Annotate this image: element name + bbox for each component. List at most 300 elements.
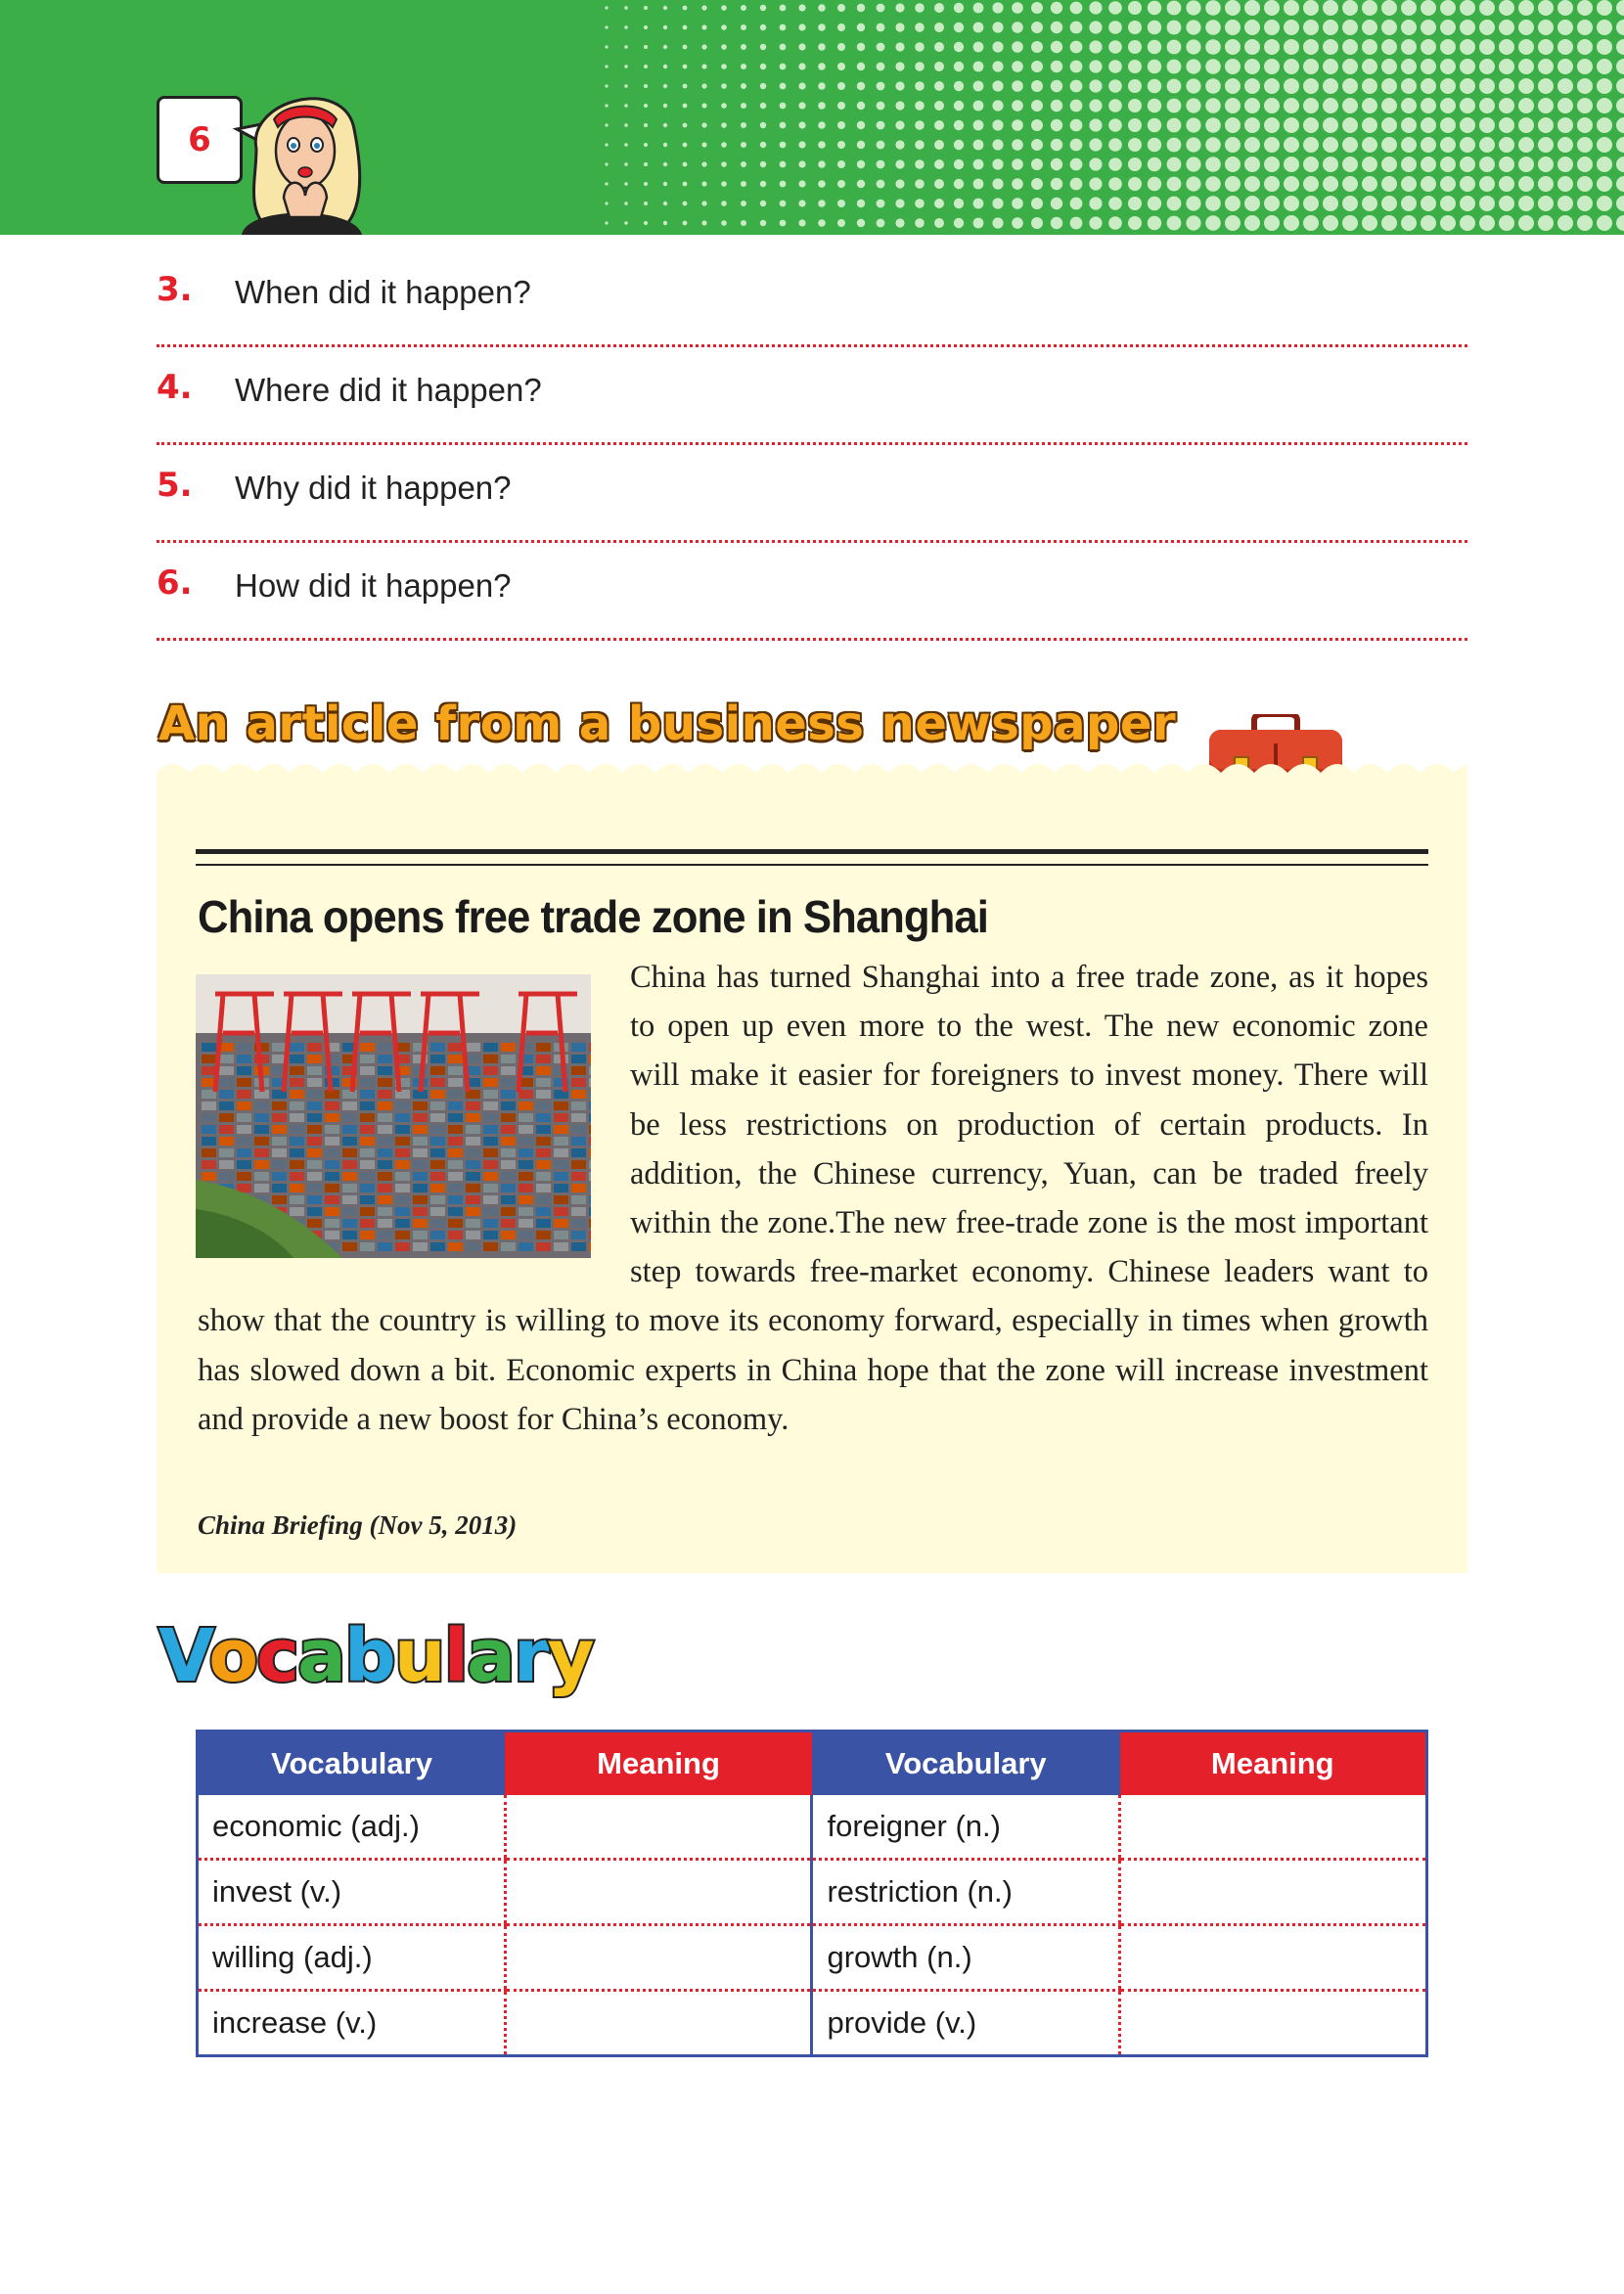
halftone-dot <box>683 202 688 206</box>
halftone-dot <box>837 4 845 12</box>
halftone-dot <box>1244 78 1260 94</box>
halftone-dot <box>1012 198 1023 209</box>
table-row <box>198 1925 1427 1991</box>
halftone-dot <box>1108 118 1122 132</box>
halftone-dot <box>1205 196 1221 211</box>
halftone-dot <box>992 119 1003 130</box>
halftone-dot <box>741 64 746 69</box>
halftone-dot <box>1597 78 1612 94</box>
halftone-dot <box>818 219 826 227</box>
halftone-dot <box>1051 80 1062 92</box>
halftone-dot <box>915 159 925 169</box>
halftone-dot <box>1128 197 1142 210</box>
svg-text:Vocabulary <box>158 1614 593 1698</box>
halftone-dot <box>605 202 608 204</box>
halftone-dot <box>1421 59 1436 74</box>
heading-letter: u <box>393 1614 444 1698</box>
halftone-dot <box>1342 20 1358 35</box>
halftone-dot <box>624 143 628 147</box>
answer-line[interactable] <box>157 540 1467 543</box>
halftone-dot <box>798 43 805 50</box>
halftone-dot <box>1577 20 1593 35</box>
halftone-dot <box>1381 0 1397 16</box>
halftone-dot <box>973 120 984 131</box>
halftone-dot <box>663 6 667 10</box>
halftone-dot <box>1031 217 1043 229</box>
halftone-dot <box>1597 157 1612 172</box>
halftone-dot <box>1362 176 1377 192</box>
halftone-dot <box>1616 137 1624 153</box>
halftone-dot <box>798 23 805 30</box>
halftone-dot <box>1051 100 1062 112</box>
halftone-dot <box>798 121 805 128</box>
halftone-dot <box>1031 41 1043 53</box>
question-number: 4. <box>157 368 193 407</box>
question-text: When did it happen? <box>235 274 531 310</box>
halftone-dot <box>1381 78 1397 94</box>
halftone-dot <box>1264 137 1280 153</box>
halftone-dot <box>1499 157 1514 172</box>
meaning-cell[interactable] <box>505 1860 812 1925</box>
halftone-dot <box>1128 216 1142 230</box>
halftone-dot <box>798 82 805 89</box>
halftone-dot <box>1303 98 1319 113</box>
halftone-dot <box>857 160 865 168</box>
halftone-dot <box>1205 0 1221 16</box>
halftone-dot <box>818 4 826 12</box>
halftone-dot <box>1031 2 1043 14</box>
halftone-dot <box>1070 2 1083 15</box>
halftone-dot <box>1186 39 1200 54</box>
halftone-dot <box>1167 60 1182 74</box>
halftone-dot <box>1167 21 1182 35</box>
halftone-dot <box>1108 21 1122 34</box>
halftone-dot <box>1381 137 1397 153</box>
halftone-dot <box>605 45 608 48</box>
halftone-dot <box>1031 139 1043 151</box>
vocab-word: foreigner (n.) <box>812 1795 1120 1860</box>
halftone-dot <box>701 5 706 10</box>
halftone-dot <box>1577 196 1593 211</box>
halftone-dot <box>877 102 885 111</box>
halftone-dot <box>1597 39 1612 55</box>
halftone-dot <box>1362 39 1377 55</box>
halftone-dot <box>644 6 648 10</box>
halftone-dot <box>1421 98 1436 113</box>
halftone-dot <box>1381 117 1397 133</box>
halftone-dot <box>1479 78 1495 94</box>
halftone-dot <box>1244 39 1260 55</box>
halftone-dot <box>1460 20 1475 35</box>
halftone-dot <box>1440 59 1456 74</box>
halftone-dot <box>624 6 628 10</box>
halftone-dot <box>1499 59 1514 74</box>
halftone-dot <box>1031 61 1043 72</box>
masthead-rule <box>196 849 1428 866</box>
halftone-dot <box>780 181 787 188</box>
halftone-dot <box>1244 157 1260 172</box>
halftone-dot <box>780 5 787 12</box>
halftone-dot <box>1499 20 1514 35</box>
heading-letter: a <box>296 1614 344 1698</box>
halftone-dot <box>1303 137 1319 153</box>
halftone-dot <box>780 44 787 51</box>
halftone-dot <box>1518 176 1534 192</box>
halftone-dot <box>1264 39 1280 55</box>
halftone-dot <box>857 63 865 70</box>
halftone-dot <box>818 121 826 129</box>
meaning-cell[interactable] <box>1120 1795 1427 1860</box>
halftone-dot <box>1381 215 1397 231</box>
vocab-word: willing (adj.) <box>198 1925 506 1991</box>
halftone-dot <box>1381 176 1397 192</box>
halftone-dot <box>837 219 845 227</box>
halftone-dot <box>741 83 746 89</box>
halftone-dot <box>992 2 1003 13</box>
halftone-dot <box>1205 78 1221 94</box>
halftone-dot <box>1012 217 1023 229</box>
halftone-dot <box>721 83 727 89</box>
halftone-dot <box>1167 157 1182 172</box>
page-number: 6 <box>157 96 243 184</box>
halftone-dot <box>1244 176 1260 192</box>
halftone-dot <box>1597 176 1612 192</box>
halftone-dot <box>798 160 805 167</box>
halftone-dot <box>1538 0 1554 16</box>
meaning-cell[interactable] <box>1120 1860 1427 1925</box>
halftone-dot <box>1148 79 1161 93</box>
halftone-dot <box>1303 20 1319 35</box>
halftone-dot <box>1108 60 1122 73</box>
halftone-dot <box>1128 21 1142 34</box>
halftone-dot <box>1264 98 1280 113</box>
halftone-dot <box>1342 0 1358 16</box>
halftone-dot <box>605 143 608 146</box>
halftone-dot <box>780 122 787 129</box>
halftone-dot <box>624 45 628 49</box>
halftone-dot <box>877 141 885 150</box>
halftone-dot <box>683 6 688 11</box>
halftone-dot <box>760 142 766 148</box>
halftone-dot <box>1303 176 1319 192</box>
halftone-dot <box>857 180 865 188</box>
halftone-dot <box>1342 98 1358 113</box>
halftone-dot <box>701 201 706 205</box>
halftone-dot <box>1421 20 1436 35</box>
halftone-dot <box>683 45 688 50</box>
halftone-dot <box>760 64 766 69</box>
halftone-dot <box>992 41 1003 52</box>
halftone-dot <box>663 143 667 147</box>
table-row <box>198 1860 1427 1925</box>
halftone-dot <box>780 161 787 168</box>
halftone-dot <box>1381 20 1397 35</box>
halftone-dot <box>877 82 885 91</box>
halftone-dot <box>1597 0 1612 16</box>
halftone-dot <box>1538 117 1554 133</box>
section-heading: An article from a business newspaper <box>158 697 1177 751</box>
halftone-dot <box>1362 0 1377 16</box>
halftone-dot <box>683 162 688 167</box>
halftone-dot <box>1518 98 1534 113</box>
halftone-dot <box>1597 20 1612 35</box>
halftone-dot <box>973 22 984 33</box>
halftone-dot <box>1421 196 1436 211</box>
answer-line[interactable] <box>157 442 1467 445</box>
halftone-dot <box>1597 98 1612 113</box>
answer-line[interactable] <box>157 344 1467 347</box>
halftone-dot <box>1577 117 1593 133</box>
meaning-cell[interactable] <box>505 1991 812 2056</box>
halftone-dot <box>1167 79 1182 94</box>
halftone-dot <box>1460 176 1475 192</box>
halftone-dot <box>1128 79 1142 93</box>
halftone-dot <box>973 140 984 151</box>
header-band <box>0 0 1624 235</box>
halftone-dot <box>857 200 865 207</box>
halftone-dot <box>1186 196 1200 210</box>
halftone-dot <box>1012 2 1023 14</box>
halftone-dot <box>1070 198 1083 210</box>
halftone-dot <box>915 3 925 13</box>
halftone-dot <box>1479 176 1495 192</box>
halftone-dot <box>721 201 727 206</box>
halftone-dot <box>1264 117 1280 133</box>
article-body-text: China has turned Shanghai into a free trade zone, as it hopes to open up even more to the west. The new economic zone will make it easier for foreigners to invest money. There will be less restrictions on production of certain products. In addition, the Chinese currency, Yuan, can be traded freely within the zone.The new free-trade zone is the most important step towards free-market economy. Chinese leaders want to show that the country is willing to move its economy forward, especially in times when growth has slowed down a bit. Economic experts in China hope that the zone will increase investment and provide a new boost for China’s economy. <box>198 960 1428 1437</box>
halftone-dot <box>1012 61 1023 72</box>
halftone-dot <box>1303 157 1319 172</box>
halftone-dot <box>1440 215 1456 231</box>
halftone-dot <box>1362 137 1377 153</box>
halftone-dot <box>1577 0 1593 16</box>
halftone-dot <box>644 25 648 29</box>
halftone-dot <box>1577 215 1593 231</box>
halftone-dot <box>992 178 1003 189</box>
halftone-dot <box>1128 60 1142 73</box>
halftone-dot <box>1616 20 1624 35</box>
halftone-dot <box>1167 1 1182 16</box>
halftone-dot <box>1070 22 1083 34</box>
halftone-dot <box>1284 39 1299 55</box>
halftone-dot <box>1205 98 1221 113</box>
halftone-dot <box>1616 78 1624 94</box>
halftone-dot <box>837 160 845 168</box>
halftone-dot <box>1225 39 1241 55</box>
question-number: 5. <box>157 466 193 505</box>
table-header-row <box>198 1732 1427 1796</box>
halftone-dot <box>1284 215 1299 231</box>
halftone-dot <box>701 44 706 49</box>
halftone-dot <box>1362 157 1377 172</box>
halftone-dot <box>1108 99 1122 112</box>
halftone-dot <box>1148 99 1161 112</box>
halftone-dot <box>1108 197 1122 210</box>
halftone-dot <box>1128 118 1142 132</box>
woman-mascot-icon <box>227 80 374 235</box>
article-body <box>198 953 1428 1444</box>
halftone-dot <box>741 24 746 30</box>
halftone-dot <box>1557 176 1573 192</box>
halftone-dot <box>973 199 984 209</box>
halftone-dot <box>1342 39 1358 55</box>
halftone-dot <box>1460 0 1475 16</box>
column-header: Vocabulary <box>198 1732 506 1796</box>
halftone-dot <box>895 81 904 90</box>
column-header: Meaning <box>505 1732 812 1796</box>
halftone-dot <box>915 179 925 189</box>
halftone-dot <box>663 45 667 49</box>
halftone-dot <box>1421 137 1436 153</box>
halftone-dot <box>1538 20 1554 35</box>
halftone-dot <box>1421 39 1436 55</box>
halftone-dot <box>1244 20 1260 35</box>
halftone-dot <box>1148 197 1161 210</box>
halftone-dot <box>644 45 648 49</box>
halftone-dot <box>1323 196 1338 211</box>
halftone-dot <box>780 83 787 90</box>
answer-line[interactable] <box>157 638 1467 641</box>
vocab-word: restriction (n.) <box>812 1860 1120 1925</box>
halftone-dot <box>1499 117 1514 133</box>
halftone-dot <box>1244 98 1260 113</box>
halftone-dot <box>1616 0 1624 16</box>
halftone-dot <box>701 181 706 186</box>
halftone-dot <box>1284 59 1299 74</box>
halftone-dot <box>1108 40 1122 54</box>
halftone-dot <box>1362 196 1377 211</box>
article-box <box>157 783 1467 1573</box>
halftone-dot <box>1264 0 1280 16</box>
halftone-dot <box>624 182 628 186</box>
halftone-dot <box>798 4 805 11</box>
halftone-dot <box>1089 21 1102 33</box>
halftone-dot <box>1186 215 1200 230</box>
halftone-dot <box>992 198 1003 208</box>
halftone-dot <box>1557 98 1573 113</box>
heading-letter: c <box>256 1614 297 1698</box>
halftone-dot <box>1616 176 1624 192</box>
halftone-dot <box>1479 20 1495 35</box>
halftone-dot <box>1597 117 1612 133</box>
halftone-dot <box>624 221 628 225</box>
halftone-dot <box>1440 78 1456 94</box>
halftone-dot <box>1421 176 1436 192</box>
halftone-dot <box>605 221 608 224</box>
halftone-dot <box>1577 137 1593 153</box>
halftone-dot <box>1225 0 1241 16</box>
halftone-dot <box>934 159 944 169</box>
halftone-dot <box>1031 178 1043 190</box>
halftone-dot <box>644 123 648 127</box>
vocab-word: growth (n.) <box>812 1925 1120 1991</box>
table-row <box>198 1795 1427 1860</box>
halftone-dot <box>954 42 964 52</box>
halftone-dot <box>780 201 787 207</box>
halftone-dot <box>663 182 667 186</box>
halftone-dot <box>1460 117 1475 133</box>
meaning-cell[interactable] <box>1120 1925 1427 1991</box>
halftone-dot <box>1616 59 1624 74</box>
question-3 <box>157 270 1467 368</box>
halftone-dot <box>1284 157 1299 172</box>
halftone-dot <box>605 182 608 185</box>
halftone-dot <box>1089 177 1102 190</box>
halftone-dot <box>1070 119 1083 132</box>
halftone-dot <box>818 82 826 90</box>
halftone-dot <box>1108 79 1122 93</box>
halftone-dot <box>760 181 766 187</box>
halftone-dot <box>1460 196 1475 211</box>
halftone-dot <box>1499 0 1514 16</box>
halftone-dot <box>1440 20 1456 35</box>
halftone-dot <box>1323 117 1338 133</box>
halftone-dot <box>780 24 787 31</box>
halftone-dot <box>992 217 1003 228</box>
halftone-dot <box>1323 0 1338 16</box>
halftone-dot <box>934 42 944 52</box>
halftone-dot <box>857 23 865 31</box>
halftone-dot <box>1421 0 1436 16</box>
halftone-dot <box>741 161 746 167</box>
halftone-dot <box>1303 0 1319 16</box>
halftone-dot <box>1070 41 1083 54</box>
halftone-dot <box>741 142 746 148</box>
halftone-dot <box>857 102 865 110</box>
halftone-dot <box>1381 39 1397 55</box>
halftone-dot <box>1012 80 1023 92</box>
halftone-dot <box>1089 216 1102 229</box>
halftone-dot <box>1051 61 1062 72</box>
halftone-dot <box>1225 137 1241 153</box>
halftone-dot <box>1225 215 1241 231</box>
halftone-dot <box>1401 59 1417 74</box>
meaning-cell[interactable] <box>1120 1991 1427 2056</box>
halftone-dot <box>1401 157 1417 172</box>
halftone-dot <box>1244 117 1260 133</box>
halftone-dot <box>1148 216 1161 230</box>
halftone-dot <box>1577 39 1593 55</box>
halftone-dot <box>1244 0 1260 16</box>
halftone-dot <box>857 43 865 51</box>
halftone-dot <box>992 61 1003 71</box>
meaning-cell[interactable] <box>505 1795 812 1860</box>
halftone-dot <box>1440 117 1456 133</box>
halftone-dot <box>1051 217 1062 229</box>
halftone-dot <box>701 64 706 68</box>
halftone-dot <box>1460 39 1475 55</box>
halftone-dot <box>1557 196 1573 211</box>
halftone-dot <box>1518 117 1534 133</box>
halftone-dot <box>1089 1 1102 14</box>
halftone-dot <box>1362 59 1377 74</box>
halftone-dot <box>1167 99 1182 113</box>
halftone-dot <box>1597 59 1612 74</box>
halftone-dot <box>1323 157 1338 172</box>
heading-letter: a <box>466 1614 514 1698</box>
halftone-dot <box>1577 59 1593 74</box>
halftone-dot <box>857 82 865 90</box>
halftone-dot <box>954 159 964 169</box>
meaning-cell[interactable] <box>505 1925 812 1991</box>
halftone-dot <box>683 123 688 128</box>
halftone-dot <box>1108 177 1122 191</box>
halftone-dot <box>1557 39 1573 55</box>
halftone-dot <box>663 162 667 166</box>
halftone-dot <box>1264 78 1280 94</box>
halftone-dot <box>701 122 706 127</box>
halftone-dot <box>1342 59 1358 74</box>
halftone-dot <box>683 143 688 148</box>
